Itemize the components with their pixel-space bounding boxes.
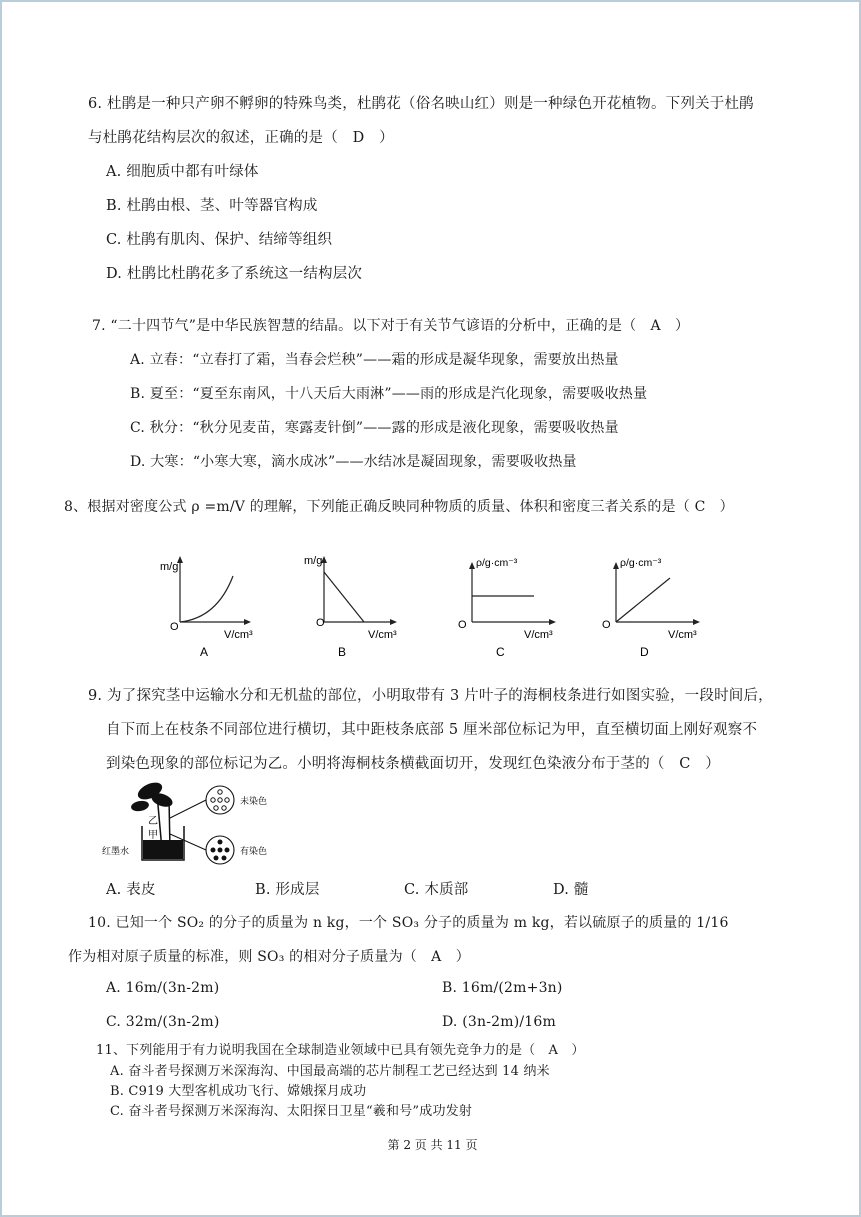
label-jia: 甲 bbox=[148, 830, 158, 841]
q8-graph-a-ylabel: m/g bbox=[160, 561, 179, 573]
q8-graph-b-letter: B bbox=[338, 645, 347, 659]
q8-graph-d-letter: D bbox=[640, 645, 649, 659]
q11-option-c: C. 奋斗者号探测万米深海沟、太阳探日卫星“羲和号”成功发射 bbox=[110, 1104, 473, 1119]
q9-stem-line1: 9. 为了探究茎中运输水分和无机盐的部位，小明取带有 3 片叶子的海桐枝条进行如图实验，一段时间后， bbox=[88, 688, 773, 704]
q6-stem-line2: 与杜鹃花结构层次的叙述，正确的是（ D ） bbox=[88, 130, 394, 146]
q6-option-d: D. 杜鹃比杜鹃花多了系统这一结构层次 bbox=[106, 266, 363, 282]
q9-option-a: A. 表皮 bbox=[106, 882, 156, 898]
q10-option-b: B. 16m/(2m+3n) bbox=[442, 980, 563, 996]
q10-stem-line2: 作为相对原子质量的标准，则 SO₃ 的相对分子质量为（ A ） bbox=[68, 949, 470, 965]
q8-stem: 8、根据对密度公式 ρ =m/V 的理解，下列能正确反映同种物质的质量、体积和密度三者关系的是（ C ） bbox=[64, 499, 734, 515]
label-red-ink: 红墨水 bbox=[102, 846, 130, 856]
q8-graph-c-origin: O bbox=[458, 619, 467, 631]
leaf-icon bbox=[130, 800, 149, 813]
q10-option-c: C. 32m/(3n-2m) bbox=[106, 1014, 220, 1030]
q9-option-b: B. 形成层 bbox=[255, 882, 320, 898]
q11-option-b: B. C919 大型客机成功飞行、嫦娥探月成功 bbox=[110, 1084, 367, 1099]
q7-stem: 7. “二十四节气”是中华民族智慧的结晶。以下对于有关节气谚语的分析中，正确的是（ A ） bbox=[92, 318, 690, 334]
q8-graph-d-origin: O bbox=[602, 619, 611, 631]
label-unstained: 未染色 bbox=[240, 796, 268, 806]
q8-graph-c-letter: C bbox=[496, 645, 505, 659]
label-yi: 乙 bbox=[148, 816, 158, 827]
q8-graph-d-xlabel: V/cm³ bbox=[668, 629, 697, 641]
q8-graph-a-origin: O bbox=[170, 621, 179, 633]
q9-option-c: C. 木质部 bbox=[404, 882, 469, 898]
q6-option-c: C. 杜鹃有肌肉、保护、结缔等组织 bbox=[106, 232, 333, 248]
q8-graph-b-ylabel: m/g bbox=[304, 555, 323, 567]
q6-option-b: B. 杜鹃由根、茎、叶等器官构成 bbox=[106, 198, 318, 214]
page-number-footer: 第 2 页 共 11 页 bbox=[387, 1138, 478, 1152]
q9-stem-experiment-figure bbox=[102, 778, 292, 868]
q8-graph-b-xlabel: V/cm³ bbox=[368, 629, 397, 641]
q7-option-a: A. 立春：“立春打了霜，当春会烂秧”——霜的形成是凝华现象，需要放出热量 bbox=[130, 352, 619, 368]
q9-option-d: D. 髓 bbox=[553, 882, 589, 898]
q8-graph-d-ylabel: ρ/g·cm⁻³ bbox=[620, 557, 662, 569]
q11-stem: 11、下列能用于有力说明我国在全球制造业领域中已具有领先竞争力的是（ A ） bbox=[96, 1043, 585, 1058]
q11-option-a: A. 奋斗者号探测万米深海沟、中国最高端的芯片制程工艺已经达到 14 纳米 bbox=[110, 1064, 550, 1079]
q6-stem-line1: 6. 杜鹃是一种只产卵不孵卵的特殊鸟类，杜鹃花（俗名映山红）则是一种绿色开花植物。下列关于杜鹃 bbox=[88, 96, 754, 112]
q8-graph-c-xlabel: V/cm³ bbox=[524, 629, 553, 641]
q8-graph-d bbox=[598, 550, 718, 660]
q7-option-d: D. 大寒：“小寒大寒，滴水成冰”——水结冰是凝固现象，需要吸收热量 bbox=[130, 454, 577, 470]
q8-graph-a bbox=[152, 550, 262, 660]
q8-graph-c-ylabel: ρ/g·cm⁻³ bbox=[476, 557, 518, 569]
q8-graph-b-origin: O bbox=[316, 617, 325, 629]
q7-option-b: B. 夏至：“夏至东南风，十八天后大雨淋”——雨的形成是汽化现象，需要吸收热量 bbox=[130, 386, 648, 402]
q8-graph-a-letter: A bbox=[200, 645, 209, 659]
q8-graph-a-xlabel: V/cm³ bbox=[224, 629, 253, 641]
q10-option-a: A. 16m/(3n-2m) bbox=[106, 980, 220, 996]
q9-stem-line3: 到染色现象的部位标记为乙。小明将海桐枝条横截面切开，发现红色染液分布于茎的（ C ） bbox=[106, 756, 720, 772]
q10-stem-line1: 10. 已知一个 SO₂ 的分子的质量为 n kg，一个 SO₃ 分子的质量为 m kg，若以硫原子的质量的 1/16 bbox=[88, 915, 729, 931]
q7-option-c: C. 秋分：“秋分见麦苗，寒露麦针倒”——露的形成是液化现象，需要吸收热量 bbox=[130, 420, 619, 436]
q8-graph-b bbox=[298, 550, 408, 660]
q6-option-a: A. 细胞质中都有叶绿体 bbox=[106, 164, 259, 180]
q10-option-d: D. (3n-2m)/16m bbox=[442, 1014, 556, 1030]
q8-graph-c bbox=[454, 550, 574, 660]
label-stained: 有染色 bbox=[240, 846, 268, 856]
q9-stem-line2: 自下而上在枝条不同部位进行横切，其中距枝条底部 5 厘米部位标记为甲，直至横切面上刚好观察不 bbox=[106, 722, 758, 738]
